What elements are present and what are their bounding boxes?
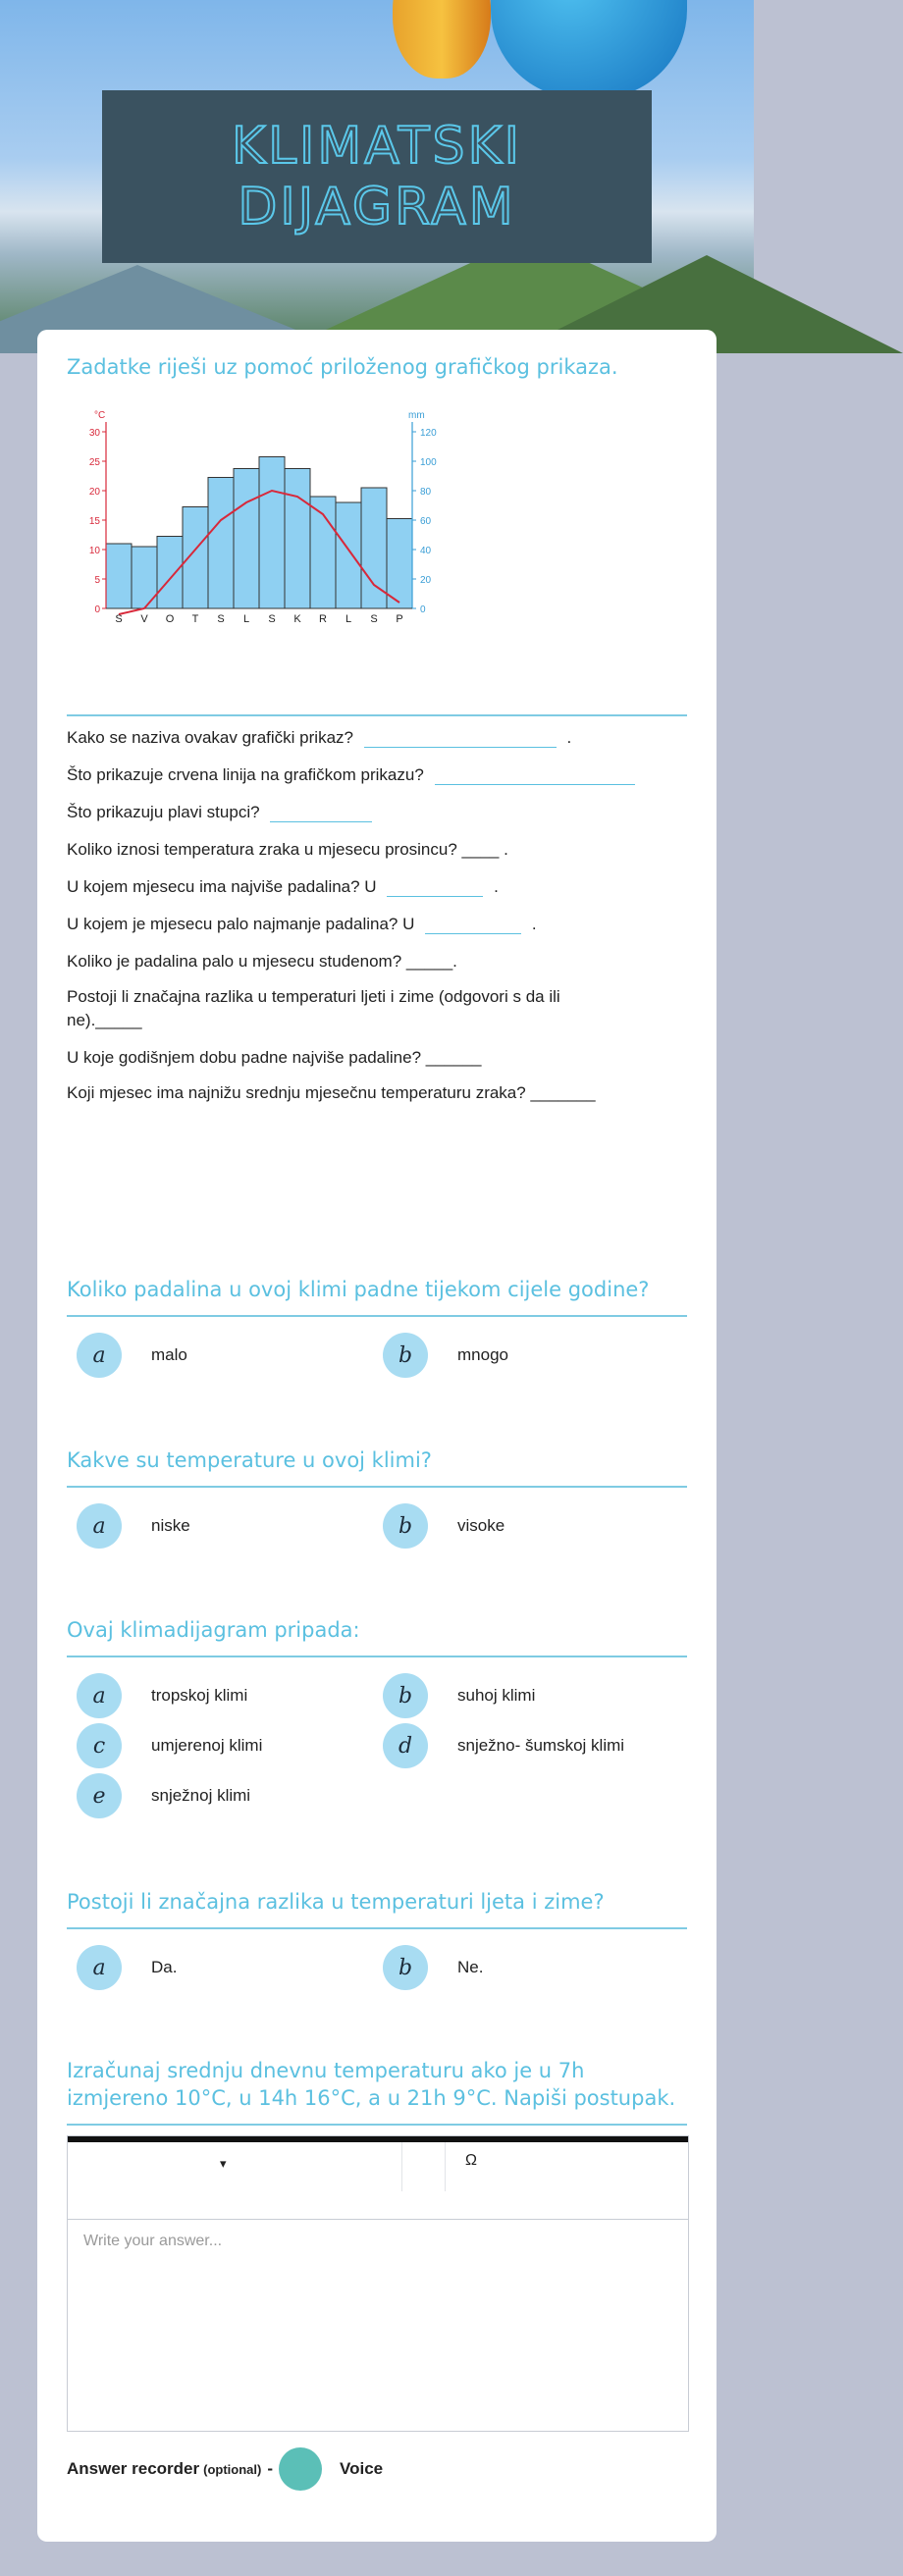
month-label: V (140, 613, 148, 625)
month-label: S (370, 613, 378, 625)
month-label: S (268, 613, 276, 625)
right-tick-label: 100 (420, 457, 437, 468)
q2-option-b[interactable]: b mnogo (383, 1333, 508, 1378)
q5-option-a[interactable]: a Da. (77, 1945, 177, 1990)
month-label: T (191, 613, 199, 625)
chart-bar (183, 507, 208, 609)
left-tick-label: 20 (88, 487, 100, 498)
right-tick-label: 120 (420, 428, 437, 439)
recorder-label: Answer recorder (67, 2459, 200, 2478)
question-7: Koliko je padalina palo u mjesecu studenom? _____. (67, 952, 457, 971)
recorder-optional: (optional) (203, 2461, 262, 2477)
q6-title-line2: izmjereno 10°C, u 14h 16°C, a u 21h 9°C. Napiši postupak. (67, 2086, 676, 2110)
chart-bar (157, 537, 183, 609)
title-banner (102, 90, 652, 263)
month-label: O (165, 613, 175, 625)
answer-blank-1[interactable] (364, 729, 557, 748)
question-6: U kojem je mjesecu palo najmanje padalina? U . (67, 915, 537, 933)
left-axis-unit: °C (94, 410, 106, 421)
month-label: L (345, 613, 352, 625)
q2-option-a[interactable]: a malo (77, 1333, 187, 1378)
q4-option-b[interactable]: b suhoj klimi (383, 1673, 535, 1718)
balloon-orange (393, 0, 491, 79)
right-tick-label: 0 (420, 605, 426, 615)
format-dropdown-icon[interactable]: ▾ (220, 2156, 227, 2171)
q3-title: Kakve su temperature u ovoj klimi? (67, 1448, 432, 1472)
right-tick-label: 40 (420, 546, 432, 556)
question-9: U koje godišnjem dobu padne najviše padaline? ______ (67, 1048, 482, 1067)
chart-bar (106, 544, 132, 608)
q3-option-a[interactable]: a niske (77, 1503, 190, 1549)
month-label: S (115, 613, 123, 625)
record-voice-button[interactable] (279, 2447, 322, 2491)
answer-blank-2[interactable] (435, 766, 635, 785)
left-tick-label: 5 (94, 575, 100, 586)
answer-blank-3[interactable] (270, 804, 372, 822)
answer-editor (67, 2135, 689, 2432)
q4-option-d[interactable]: d snježno- šumskoj klimi (383, 1723, 624, 1768)
worksheet-card (37, 330, 717, 2542)
q3-option-b[interactable]: b visoke (383, 1503, 505, 1549)
chart-bar (336, 502, 361, 608)
section1-title: Zadatke riješi uz pomoć priloženog grafičkog prikaza. (67, 355, 618, 379)
answer-recorder: Answer recorder (optional) - Voice (67, 2447, 383, 2491)
q2-title: Koliko padalina u ovoj klimi padne tijekom cijele godine? (67, 1278, 650, 1301)
question-2: Što prikazuje crvena linija na grafičkom prikazu? (67, 765, 635, 785)
question-10: Koji mjesec ima najnižu srednju mjesečnu temperaturu zraka? _______ (67, 1083, 596, 1102)
q5-title: Postoji li značajna razlika u temperaturi ljeta i zime? (67, 1890, 605, 1914)
question-3: Što prikazuju plavi stupci? (67, 803, 372, 822)
answer-blank-6[interactable] (425, 916, 521, 934)
month-label: K (293, 613, 301, 625)
right-tick-label: 60 (420, 516, 432, 527)
q4-option-c[interactable]: c umjerenoj klimi (77, 1723, 262, 1768)
chart-bar (387, 519, 412, 609)
right-tick-label: 20 (420, 575, 432, 586)
answer-blank-5[interactable] (387, 878, 483, 897)
right-tick-label: 80 (420, 487, 432, 498)
right-axis-unit: mm (408, 410, 425, 421)
balloon-blue (491, 0, 687, 98)
left-tick-label: 0 (94, 605, 100, 615)
page-title-line1: KLIMATSKI (231, 117, 522, 176)
question-8: Postoji li značajna razlika u temperaturi ljeti i zime (odgovori s da ili (67, 987, 560, 1006)
left-tick-label: 15 (88, 516, 100, 527)
left-tick-label: 25 (88, 457, 100, 468)
page-title-line2: DIJAGRAM (238, 178, 516, 237)
climate-chart (67, 400, 437, 636)
question-4: Koliko iznosi temperatura zraka u mjesecu prosincu? ____ . (67, 840, 508, 859)
question-1: Kako se naziva ovakav grafički prikaz? . (67, 728, 572, 747)
chart-bar (285, 469, 310, 609)
month-label: P (396, 613, 403, 625)
left-tick-label: 10 (88, 546, 100, 556)
chart-bar (208, 478, 234, 609)
q4-title: Ovaj klimadijagram pripada: (67, 1618, 360, 1642)
voice-label: Voice (340, 2459, 384, 2478)
q4-option-a[interactable]: a tropskoj klimi (77, 1673, 247, 1718)
question-8-cont: ne)._____ (67, 1011, 142, 1029)
q6-title-line1: Izračunaj srednju dnevnu temperaturu ako je u 7h (67, 2059, 585, 2082)
editor-toolbar (68, 2136, 688, 2220)
chart-bar (259, 457, 285, 609)
chart-bar (234, 469, 259, 609)
month-label: S (217, 613, 225, 625)
q4-option-e[interactable]: e snježnoj klimi (77, 1773, 250, 1818)
month-label: L (242, 613, 250, 625)
q5-option-b[interactable]: b Ne. (383, 1945, 483, 1990)
question-5: U kojem mjesecu ima najviše padalina? U . (67, 877, 499, 896)
answer-textarea[interactable]: Write your answer... (83, 2233, 223, 2249)
month-label: R (319, 613, 327, 625)
special-characters-button[interactable]: Ω (465, 2152, 477, 2169)
left-tick-label: 30 (88, 428, 100, 439)
